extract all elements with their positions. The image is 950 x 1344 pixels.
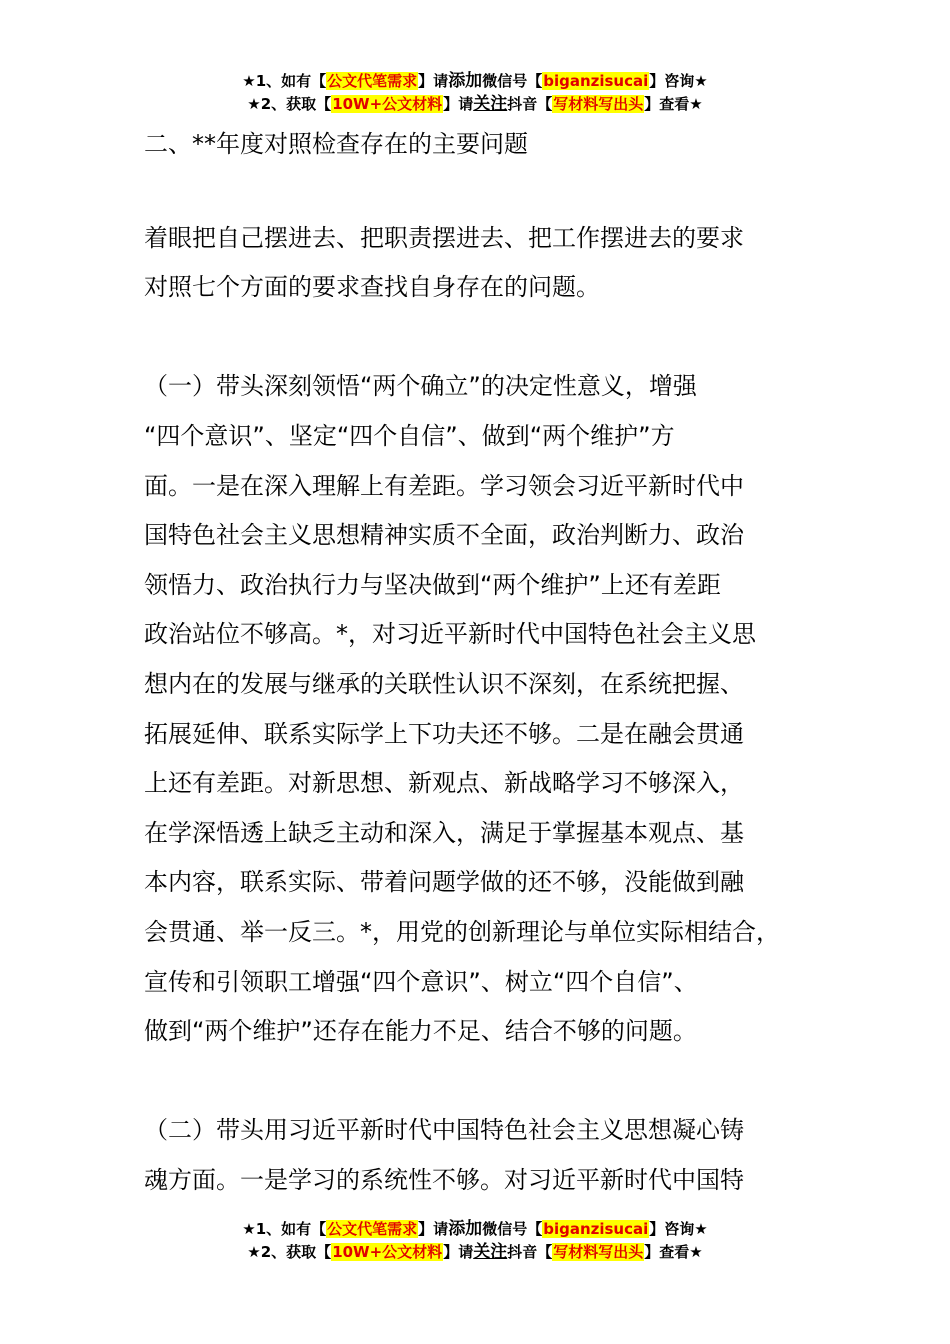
promo-text: 】查看★ <box>644 95 703 113</box>
paragraph-line: 本内容，联系实际、带着问题学做的还不够，没能做到融 <box>144 868 744 897</box>
paragraph-line: 宣传和引领职工增强“四个意识”、树立“四个自信”、 <box>144 967 698 996</box>
promo-text: ★2、获取【 <box>247 95 332 113</box>
promo-text: 】请 <box>443 1243 474 1261</box>
promo-douyin-id: 写材料写出头 <box>553 1243 644 1261</box>
promo-text: 微信号【 <box>482 72 543 90</box>
section-1-paragraph <box>144 362 824 1056</box>
paragraph-line: 领悟力、政治执行力与坚决做到“两个维护”上还有差距 <box>144 570 721 599</box>
paragraph-line: （一）带头深刻领悟“两个确立”的决定性意义，增强 <box>144 372 697 401</box>
promo-banner-bottom <box>0 1218 950 1264</box>
paragraph-line: 上还有差距。对新思想、新观点、新战略学习不够深入， <box>144 769 744 798</box>
promo-emphasis: 关注 <box>473 94 508 114</box>
promo-douyin-id: 写材料写出头 <box>553 95 644 113</box>
paragraph-line: 着眼把自己摆进去、把职责摆进去、把工作摆进去的要求 <box>144 223 744 252</box>
promo-emphasis: 关注 <box>473 1242 508 1262</box>
section-heading: 二、**年度对照检查存在的主要问题 <box>144 130 528 158</box>
paragraph-line: 想内在的发展与继承的关联性认识不深刻，在系统把握、 <box>144 669 744 698</box>
promo-text: 】咨询★ <box>649 1220 708 1238</box>
paragraph-line: 会贯通、举一反三。*，用党的创新理论与单位实际相结合， <box>144 917 780 946</box>
promo-highlight: 公文代笔需求 <box>327 1220 418 1238</box>
promo-line-1 <box>0 1218 950 1241</box>
promo-text: ★2、获取【 <box>247 1243 332 1261</box>
promo-wechat-id: biganzisucai <box>543 1220 649 1238</box>
section-2-paragraph <box>144 1106 824 1205</box>
paragraph-line: “四个意识”、坚定“四个自信”、做到“两个维护”方 <box>144 421 675 450</box>
promo-emphasis: 添加 <box>448 1219 483 1239</box>
promo-highlight: 10W+公文材料 <box>332 95 443 113</box>
paragraph-line: 拓展延伸、联系实际学上下功夫还不够。二是在融会贯通 <box>144 719 744 748</box>
paragraph-line: 魂方面。一是学习的系统性不够。对习近平新时代中国特 <box>144 1165 744 1194</box>
promo-text: 微信号【 <box>482 1220 543 1238</box>
promo-line-2 <box>0 1241 950 1264</box>
promo-line-2 <box>0 93 950 116</box>
promo-emphasis: 添加 <box>448 71 483 91</box>
promo-line-1 <box>0 70 950 93</box>
promo-text: ★1、如有【 <box>242 1220 327 1238</box>
paragraph-line: 政治站位不够高。*，对习近平新时代中国特色社会主义思 <box>144 620 756 649</box>
paragraph-line: （二）带头用习近平新时代中国特色社会主义思想凝心铸 <box>144 1116 744 1145</box>
paragraph-line: 做到“两个维护”还存在能力不足、结合不够的问题。 <box>144 1017 697 1046</box>
promo-banner-top <box>0 70 950 116</box>
paragraph-line: 面。一是在深入理解上有差距。学习领会习近平新时代中 <box>144 471 744 500</box>
promo-text: 】请 <box>443 95 474 113</box>
paragraph-line: 国特色社会主义思想精神实质不全面，政治判断力、政治 <box>144 521 744 550</box>
paragraph-line: 在学深悟透上缺乏主动和深入，满足于掌握基本观点、基 <box>144 818 744 847</box>
promo-text: 抖音【 <box>507 95 553 113</box>
document-body <box>144 124 824 1205</box>
promo-highlight: 10W+公文材料 <box>332 1243 443 1261</box>
promo-wechat-id: biganzisucai <box>543 72 649 90</box>
promo-text: 】查看★ <box>644 1243 703 1261</box>
promo-text: 】请 <box>418 1220 449 1238</box>
intro-paragraph <box>144 214 824 313</box>
promo-text: 】请 <box>418 72 449 90</box>
paragraph-line: 对照七个方面的要求查找自身存在的问题。 <box>144 273 600 302</box>
promo-highlight: 公文代笔需求 <box>327 72 418 90</box>
promo-text: 抖音【 <box>507 1243 553 1261</box>
promo-text: ★1、如有【 <box>242 72 327 90</box>
promo-text: 】咨询★ <box>649 72 708 90</box>
